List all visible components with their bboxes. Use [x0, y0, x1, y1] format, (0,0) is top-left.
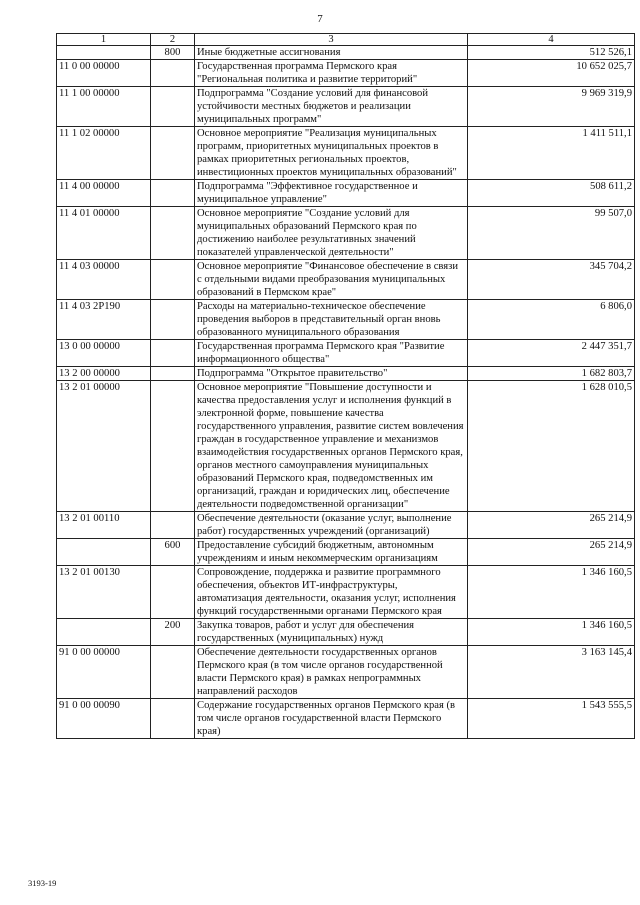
row-name: Обеспечение деятельности (оказание услуг, выполнение работ) государственных учреждений (организаций)	[195, 512, 468, 539]
row-name: Предоставление субсидий бюджетным, автономным учреждениям и иным некоммерческим организациям	[195, 539, 468, 566]
row-expense-type	[151, 87, 195, 127]
row-amount: 345 704,2	[468, 260, 635, 300]
row-expense-type	[151, 180, 195, 207]
row-expense-type	[151, 60, 195, 87]
row-target-code: 13 2 00 00000	[57, 367, 151, 381]
row-target-code: 11 1 00 00000	[57, 87, 151, 127]
row-target-code: 11 0 00 00000	[57, 60, 151, 87]
row-target-code	[57, 46, 151, 60]
row-name: Расходы на материально-техническое обеспечение проведения выборов в представительный орган вновь образованного муниципального образования	[195, 300, 468, 340]
row-amount: 265 214,9	[468, 512, 635, 539]
row-amount: 6 806,0	[468, 300, 635, 340]
table-row	[57, 367, 635, 381]
row-name: Сопровождение, поддержка и развитие программного обеспечения, объектов ИТ-инфраструктуры, автоматизация деятельности, оказания услуг, исполнения функций государственными органами Пермского края	[195, 566, 468, 619]
row-name: Основное мероприятие "Создание условий для муниципальных образований Пермского края по достижению наиболее результативных значений показателей управленческой деятельности"	[195, 207, 468, 260]
row-expense-type	[151, 381, 195, 512]
row-amount: 2 447 351,7	[468, 340, 635, 367]
row-name: Подпрограмма "Эффективное государственное и муниципальное управление"	[195, 180, 468, 207]
row-amount: 1 346 160,5	[468, 619, 635, 646]
table-row	[57, 539, 635, 566]
table-row	[57, 87, 635, 127]
document-footer-code: 3193-19	[28, 878, 57, 888]
table-row	[57, 340, 635, 367]
row-name: Основное мероприятие "Реализация муниципальных программ, приоритетных муниципальных проектов в рамках приоритетных региональных проектов, инвестиционных проектов муниципальных образований"	[195, 127, 468, 180]
row-amount: 10 652 025,7	[468, 60, 635, 87]
page-number: 7	[317, 13, 323, 25]
header-col-2: 2	[151, 34, 195, 46]
row-expense-type: 800	[151, 46, 195, 60]
row-expense-type: 200	[151, 619, 195, 646]
row-expense-type: 600	[151, 539, 195, 566]
row-name: Содержание государственных органов Пермского края (в том числе органов государственной власти Пермского края)	[195, 699, 468, 739]
table-row	[57, 300, 635, 340]
row-target-code: 13 2 01 00000	[57, 381, 151, 512]
table-row	[57, 381, 635, 512]
table-row	[57, 46, 635, 60]
row-name: Иные бюджетные ассигнования	[195, 46, 468, 60]
budget-table	[56, 33, 635, 739]
row-expense-type	[151, 367, 195, 381]
row-amount: 1 628 010,5	[468, 381, 635, 512]
row-name: Подпрограмма "Создание условий для финансовой устойчивости местных бюджетов и реализации муниципальных программ"	[195, 87, 468, 127]
header-row	[57, 34, 635, 46]
row-target-code: 11 4 00 00000	[57, 180, 151, 207]
table-row	[57, 180, 635, 207]
row-amount: 3 163 145,4	[468, 646, 635, 699]
header-col-3: 3	[195, 34, 468, 46]
row-target-code: 13 2 01 00110	[57, 512, 151, 539]
row-expense-type	[151, 207, 195, 260]
table-row	[57, 207, 635, 260]
row-target-code: 91 0 00 00090	[57, 699, 151, 739]
table-row	[57, 60, 635, 87]
row-name: Обеспечение деятельности государственных органов Пермского края (в том числе органов государственной власти Пермского края) в рамках непрограммных направлений расходов	[195, 646, 468, 699]
table-row	[57, 512, 635, 539]
row-expense-type	[151, 127, 195, 180]
row-amount: 512 526,1	[468, 46, 635, 60]
header-col-4: 4	[468, 34, 635, 46]
row-name: Государственная программа Пермского края "Региональная политика и развитие территорий"	[195, 60, 468, 87]
table-row	[57, 699, 635, 739]
row-name: Подпрограмма "Открытое правительство"	[195, 367, 468, 381]
row-amount: 508 611,2	[468, 180, 635, 207]
row-name: Закупка товаров, работ и услуг для обеспечения государственных (муниципальных) нужд	[195, 619, 468, 646]
row-expense-type	[151, 340, 195, 367]
row-target-code: 13 2 01 00130	[57, 566, 151, 619]
row-target-code: 11 4 03 2Р190	[57, 300, 151, 340]
row-amount: 1 682 803,7	[468, 367, 635, 381]
table-row	[57, 646, 635, 699]
row-name: Основное мероприятие "Повышение доступности и качества предоставления услуг и исполнения функций в электронной форме, повышение качества государственного управления, развитие систем вовлечения граждан в государственное управление и механизмов взаимодействия государственных органов Пермского края, органов местного самоуправления муниципальных образований Пермского края, подведомственных им организаций, граждан и юридических лиц, обеспечение деятельности подведомственной организации"	[195, 381, 468, 512]
table-row	[57, 260, 635, 300]
row-amount: 1 411 511,1	[468, 127, 635, 180]
row-expense-type	[151, 566, 195, 619]
row-expense-type	[151, 646, 195, 699]
row-amount: 1 543 555,5	[468, 699, 635, 739]
row-name: Основное мероприятие "Финансовое обеспечение в связи с отдельными видами преобразования муниципальных образований в Пермском крае"	[195, 260, 468, 300]
row-expense-type	[151, 512, 195, 539]
row-expense-type	[151, 699, 195, 739]
row-target-code: 11 4 03 00000	[57, 260, 151, 300]
header-col-1: 1	[57, 34, 151, 46]
row-target-code	[57, 539, 151, 566]
table-row	[57, 619, 635, 646]
row-amount: 99 507,0	[468, 207, 635, 260]
row-expense-type	[151, 300, 195, 340]
row-target-code	[57, 619, 151, 646]
table-row	[57, 566, 635, 619]
row-target-code: 91 0 00 00000	[57, 646, 151, 699]
table-row	[57, 127, 635, 180]
row-name: Государственная программа Пермского края "Развитие информационного общества"	[195, 340, 468, 367]
row-expense-type	[151, 260, 195, 300]
row-amount: 9 969 319,9	[468, 87, 635, 127]
row-amount: 265 214,9	[468, 539, 635, 566]
row-amount: 1 346 160,5	[468, 566, 635, 619]
row-target-code: 13 0 00 00000	[57, 340, 151, 367]
row-target-code: 11 4 01 00000	[57, 207, 151, 260]
row-target-code: 11 1 02 00000	[57, 127, 151, 180]
